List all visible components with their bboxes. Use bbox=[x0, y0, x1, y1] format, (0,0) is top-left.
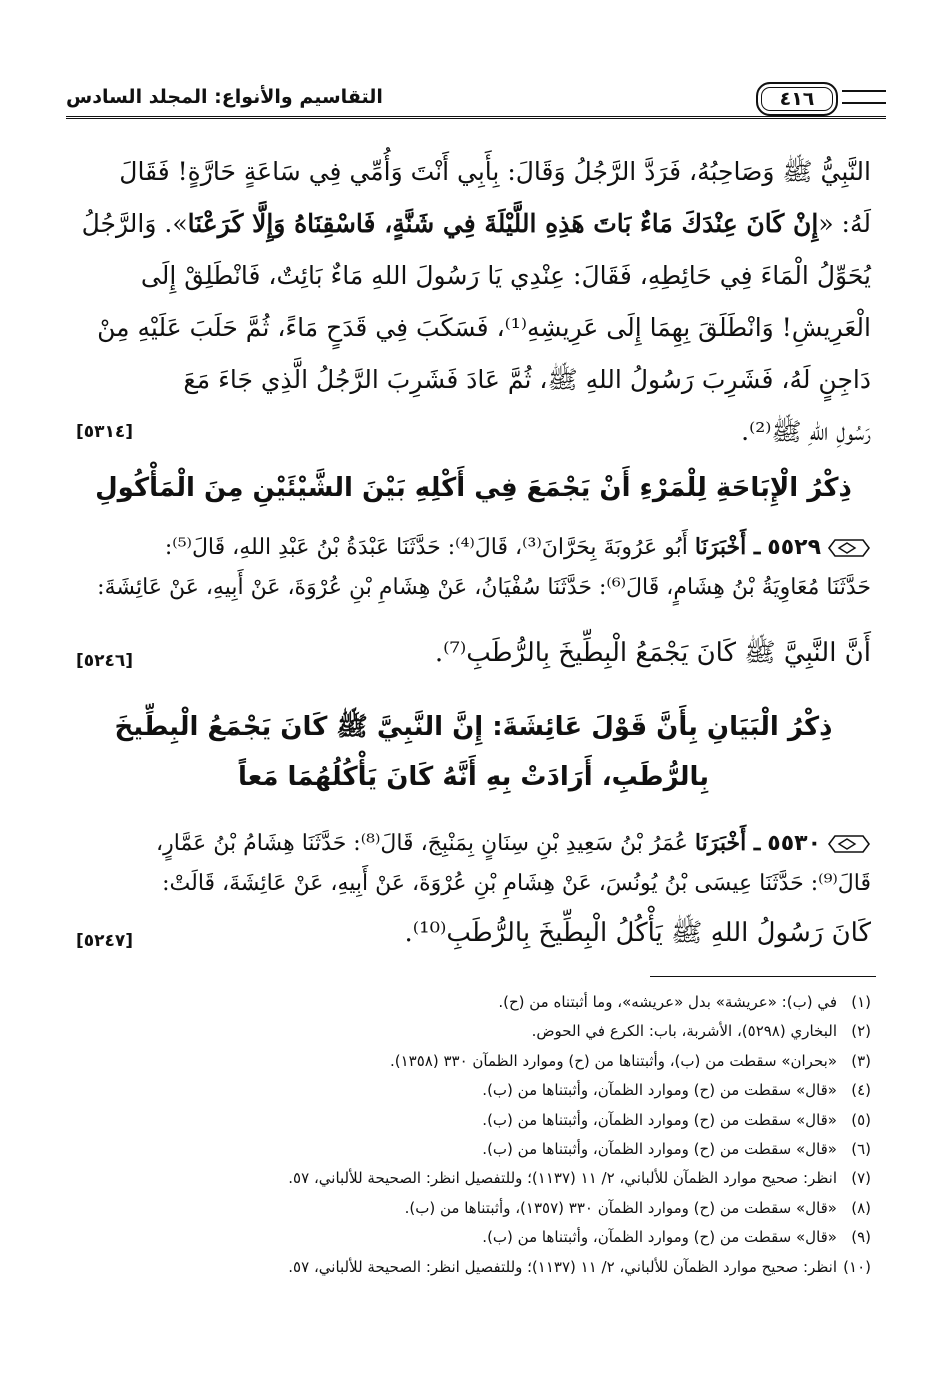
footnote: (٨)«قال» سقطت من (ح) وموارد الظمآن ٣٣٠ (١٣٥٧)، وأثبتناها من (ب). bbox=[404, 1198, 871, 1217]
footnote: (٢)البخاري (٥٢٩٨)، الأشربة، باب: الكرع في الحوض. bbox=[531, 1022, 871, 1041]
header-ornament bbox=[842, 90, 886, 104]
footnote-separator bbox=[650, 976, 876, 977]
footnote: (١)في (ب): «عريشة» بدل «عريشه»، وما أثبتناه من (ح). bbox=[498, 993, 871, 1011]
text-line: الْعَرِيشِ! وَانْطَلَقَ بِهِمَا إِلَى عَرِيشِهِ⁽¹⁾، فَسَكَبَ فِي قَدَحٍ مَاءً، ثُمَّ حَلَبَ عَلَيْهِ مِنْ bbox=[97, 313, 871, 342]
continuation-paragraph bbox=[76, 146, 871, 458]
footnote: (٣)«بحران» سقطت من (ب)، وأثبتناها من (ح) وموارد الظمآن ٣٣٠ (١٣٥٨). bbox=[389, 1051, 871, 1070]
text-line: دَاجِنٍ لَهُ، فَشَرِبَ رَسُولُ اللهِ ﷺ، ثُمَّ عَادَ فَشَرِبَ الرَّجُلُ الَّذِي جَاءَ مَعَ bbox=[183, 365, 871, 394]
footnote: (٧)انظر: صحيح موارد الظمآن للألباني، ٢/ ١١ (١١٣٧)؛ وللتفصيل انظر: الصحيحة للألباني، ٥٧. bbox=[288, 1169, 871, 1188]
footnote: (١٠)انظر: صحيح موارد الظمآن للألباني، ٢/ ١١ (١١٣٧)؛ وللتفصيل انظر: الصحيحة للألباني، ٥٧. bbox=[288, 1257, 871, 1276]
text-line: قَالَ⁽⁹⁾: حَدَّثَنَا عِيسَى بْنُ يُونُسَ، عَنْ هِشَامِ بْنِ عُرْوَةَ، عَنْ أَبِيهِ، عَنْ عَائِشَةَ، قَالَتْ: bbox=[162, 871, 871, 896]
chapter-heading: ذِكْرُ الْبَيَانِ بِأَنَّ قَوْلَ عَائِشَةَ: إِنَّ النَّبِيَّ ﷺ كَانَ يَجْمَعُ الْبِطِّيخَ بِالرُّطَبِ، أَرَادَتْ بِهِ أَنَّهُ كَانَ يَأْكُلُهُمَا مَعاً bbox=[114, 712, 833, 792]
footnote: (٦)«قال» سقطت من (ح) وموارد الظمآن، وأثبتناها من (ب). bbox=[482, 1140, 871, 1159]
footnote: (٩)«قال» سقطت من (ح) وموارد الظمآن، وأثبتناها من (ب). bbox=[482, 1228, 871, 1247]
text-line: رَسُولِ اللهِ ﷺ⁽²⁾. [٥٣١٤] bbox=[76, 406, 871, 458]
text-line: يُحَوِّلُ الْمَاءَ فِي حَائِطِهِ، فَقَالَ: عِنْدِي يَا رَسُولَ اللهِ مَاءٌ بَائِتٌ، فَانْطَلِقْ إِلَى bbox=[140, 261, 871, 290]
footnotes bbox=[81, 988, 871, 1282]
prophetic-saying: إِنْ كَانَ عِنْدَكَ مَاءٌ بَاتَ هَذِهِ اللَّيْلَةَ فِي شَنَّةٍ، فَاسْقِنَاهُ وَإِلَّا كَرَعْنَا bbox=[187, 209, 819, 238]
footnote: (٥)«قال» سقطت من (ح) وموارد الظمآن، وأثبتناها من (ب). bbox=[482, 1110, 871, 1129]
hadith-isnad bbox=[76, 527, 871, 608]
page-number: ٤١٦ bbox=[756, 82, 838, 116]
text-line: حَدَّثَنَا مُعَاوِيَةُ بْنُ هِشَامٍ، قَالَ⁽⁶⁾: حَدَّثَنَا سُفْيَانُ، عَنْ هِشَامِ بْنِ عُرْوَةَ، عَنْ أَبِيهِ، عَنْ عَائِشَةَ: bbox=[97, 575, 871, 600]
hadith-matn: أَنَّ النَّبِيَّ ﷺ كَانَ يَجْمَعُ الْبِطِّيخَ بِالرُّطَبِ⁽⁷⁾. [٥٢٤٦] bbox=[76, 628, 871, 678]
hadith-marker-icon bbox=[827, 833, 871, 855]
hadith-marker-icon bbox=[827, 537, 871, 559]
chapter-heading: ذِكْرُ الْإِبَاحَةِ لِلْمَرْءِ أَنْ يَجْمَعَ فِي أَكْلِهِ بَيْنَ الشَّيْئَيْنِ مِنَ الْمَأْكُولِ bbox=[95, 473, 852, 503]
text-line: ٥٥٢٩ ـ أَخْبَرَنَا أَبُو عَرُوبَةَ بِحَرَّانَ⁽³⁾، قَالَ⁽⁴⁾: حَدَّثَنَا عَبْدَةُ بْنُ عَبْدِ اللهِ، قَالَ⁽⁵⁾: bbox=[76, 527, 871, 568]
footnote: (٤)«قال» سقطت من (ح) وموارد الظمآن، وأثبتناها من (ب). bbox=[482, 1081, 871, 1100]
hadith-isnad bbox=[76, 823, 871, 904]
reference-number: [٥٣١٤] bbox=[76, 422, 134, 442]
running-title: التقاسيم والأنواع: المجلد السادس bbox=[66, 86, 383, 108]
hadith-matn: كَانَ رَسُولُ اللهِ ﷺ يَأْكُلُ الْبِطِّيخَ بِالرُّطَبِ⁽¹⁰⁾. [٥٢٤٧] bbox=[76, 908, 871, 958]
hadith-number: ٥٥٣٠ bbox=[767, 831, 821, 856]
reference-number: [٥٢٤٦] bbox=[76, 651, 134, 671]
page-header bbox=[66, 82, 886, 118]
hadith-number: ٥٥٢٩ bbox=[767, 535, 821, 560]
reference-number: [٥٢٤٧] bbox=[76, 931, 134, 951]
header-rule bbox=[66, 116, 886, 119]
text-line: ٥٥٣٠ ـ أَخْبَرَنَا عُمَرُ بْنُ سَعِيدِ بْنِ سِنَانٍ بِمَنْبِجَ، قَالَ⁽⁸⁾: حَدَّثَنَا هِشَامُ بْنُ عَمَّارٍ، bbox=[76, 823, 871, 864]
text-line: النَّبِيُّ ﷺ وَصَاحِبُهُ، فَرَدَّ الرَّجُلُ وَقَالَ: بِأَبِي أَنْتَ وَأُمِّي فِي سَاعَةٍ حَارَّةٍ! فَقَالَ bbox=[119, 157, 871, 186]
text-line: لَهُ: «إِنْ كَانَ عِنْدَكَ مَاءٌ بَاتَ هَذِهِ اللَّيْلَةَ فِي شَنَّةٍ، فَاسْقِنَاهُ وَإِلَّا كَرَعْنَا». وَالرَّجُلُ bbox=[81, 209, 871, 238]
